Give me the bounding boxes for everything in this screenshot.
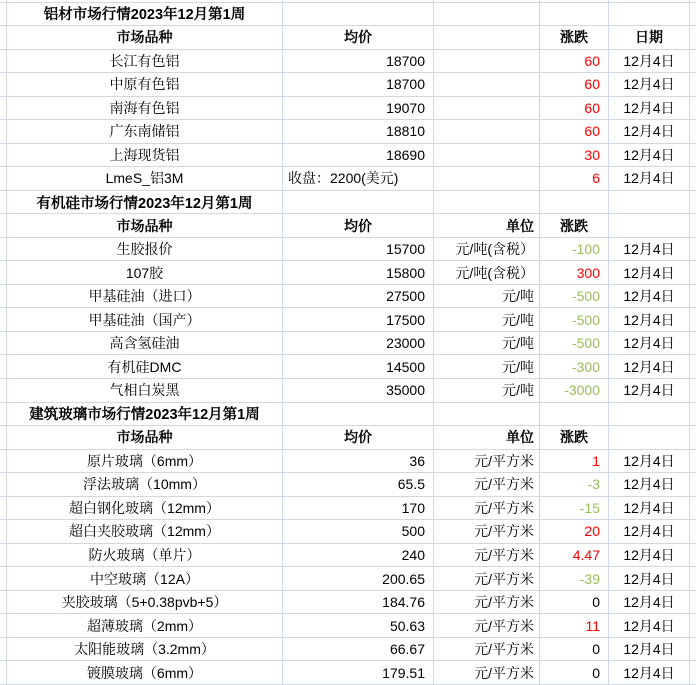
table-row — [0, 50, 696, 74]
cell-price[interactable]: 36 — [283, 450, 434, 474]
cell-unit[interactable]: 元/平方米 — [434, 473, 540, 497]
grid-sliver-cell — [690, 638, 696, 662]
column-header-row — [0, 26, 696, 50]
cell-product[interactable]: 超薄玻璃（2mm） — [7, 614, 283, 638]
grid-sliver-cell — [0, 97, 7, 121]
grid-sliver-cell — [0, 473, 7, 497]
cell-price[interactable]: 15800 — [283, 261, 434, 285]
cell-date[interactable]: 12月4日 — [609, 285, 690, 309]
cell-date[interactable]: 12月4日 — [609, 520, 690, 544]
cell-change[interactable]: 1 — [540, 450, 609, 474]
table-row — [0, 544, 696, 568]
grid-sliver-cell — [0, 497, 7, 521]
cell-date[interactable]: 12月4日 — [609, 567, 690, 591]
cell-change[interactable]: -100 — [540, 238, 609, 262]
cell-product[interactable]: 浮法玻璃（10mm） — [7, 473, 283, 497]
cell-unit[interactable] — [434, 120, 540, 144]
grid-sliver-cell — [690, 214, 696, 238]
empty-cell[interactable] — [540, 191, 609, 215]
cell-date[interactable]: 12月4日 — [609, 661, 690, 685]
cell-change[interactable]: 20 — [540, 520, 609, 544]
section-title-row — [0, 403, 696, 427]
cell-price[interactable]: 19070 — [283, 97, 434, 121]
empty-cell[interactable] — [434, 403, 540, 427]
grid-sliver-cell — [0, 544, 7, 568]
cell-date[interactable]: 12月4日 — [609, 144, 690, 168]
column-header-date[interactable] — [609, 214, 690, 238]
grid-sliver-cell — [690, 120, 696, 144]
cell-change[interactable]: 60 — [540, 97, 609, 121]
grid-sliver-cell — [690, 520, 696, 544]
column-header-price[interactable]: 均价 — [283, 26, 434, 50]
column-header-change[interactable]: 涨跌 — [540, 26, 609, 50]
cell-price[interactable]: 27500 — [283, 285, 434, 309]
cell-product[interactable]: 上海现货铝 — [7, 144, 283, 168]
cell-change[interactable]: 0 — [540, 591, 609, 615]
cell-unit[interactable] — [434, 144, 540, 168]
cell-price[interactable]: 18700 — [283, 50, 434, 74]
cell-product[interactable]: 中空玻璃（12A） — [7, 567, 283, 591]
column-header-product[interactable]: 市场品种 — [7, 214, 283, 238]
cell-unit[interactable] — [434, 73, 540, 97]
column-header-row — [0, 426, 696, 450]
cell-unit[interactable]: 元/吨 — [434, 355, 540, 379]
table-row — [0, 308, 696, 332]
grid-sliver-cell — [690, 167, 696, 191]
cell-price[interactable]: 23000 — [283, 332, 434, 356]
column-header-date[interactable]: 日期 — [609, 26, 690, 50]
cell-change[interactable]: 4.47 — [540, 544, 609, 568]
grid-sliver-cell — [690, 403, 696, 427]
cell-price[interactable]: 240 — [283, 544, 434, 568]
cell-unit[interactable]: 元/吨 — [434, 285, 540, 309]
cell-change[interactable]: 60 — [540, 50, 609, 74]
cell-change[interactable]: -3000 — [540, 379, 609, 403]
column-header-price[interactable]: 均价 — [283, 214, 434, 238]
cell-change[interactable]: -15 — [540, 497, 609, 521]
empty-cell[interactable] — [540, 403, 609, 427]
grid-sliver-cell — [690, 3, 696, 27]
table-row — [0, 97, 696, 121]
grid-sliver-cell — [0, 120, 7, 144]
table-row — [0, 167, 696, 191]
cell-change[interactable]: -39 — [540, 567, 609, 591]
cell-unit[interactable] — [434, 50, 540, 74]
cell-change[interactable]: 6 — [540, 167, 609, 191]
column-header-change[interactable]: 涨跌 — [540, 214, 609, 238]
table-row — [0, 520, 696, 544]
cell-date[interactable]: 12月4日 — [609, 544, 690, 568]
cell-unit[interactable]: 元/吨 — [434, 379, 540, 403]
column-header-date[interactable] — [609, 426, 690, 450]
empty-cell[interactable] — [609, 403, 690, 427]
empty-cell[interactable] — [283, 3, 434, 27]
grid-sliver-cell — [690, 191, 696, 215]
grid-sliver-cell — [0, 403, 7, 427]
cell-price[interactable]: 18700 — [283, 73, 434, 97]
cell-price[interactable]: 收盘：2200(美元) — [283, 167, 434, 191]
grid-sliver-cell — [0, 50, 7, 74]
cell-price[interactable]: 179.51 — [283, 661, 434, 685]
cell-unit[interactable]: 元/吨 — [434, 332, 540, 356]
grid-sliver-cell — [690, 426, 696, 450]
grid-sliver-cell — [690, 544, 696, 568]
cell-product[interactable]: 广东南储铝 — [7, 120, 283, 144]
cell-product[interactable]: 甲基硅油（进口） — [7, 285, 283, 309]
table-row — [0, 567, 696, 591]
cell-unit[interactable]: 元/平方米 — [434, 544, 540, 568]
cell-date[interactable]: 12月4日 — [609, 379, 690, 403]
grid-sliver-cell — [0, 520, 7, 544]
column-header-price[interactable]: 均价 — [283, 426, 434, 450]
section-title-row — [0, 191, 696, 215]
cell-date[interactable]: 12月4日 — [609, 591, 690, 615]
grid-sliver-cell — [0, 285, 7, 309]
table-row — [0, 661, 696, 685]
cell-date[interactable]: 12月4日 — [609, 97, 690, 121]
section-title[interactable]: 有机硅市场行情2023年12月第1周 — [7, 191, 283, 215]
grid-sliver-cell — [690, 355, 696, 379]
table-row — [0, 497, 696, 521]
cell-unit[interactable] — [434, 167, 540, 191]
grid-sliver-cell — [0, 238, 7, 262]
table-row — [0, 285, 696, 309]
column-header-product[interactable]: 市场品种 — [7, 426, 283, 450]
section-title[interactable]: 建筑玻璃市场行情2023年12月第1周 — [7, 403, 283, 427]
grid-sliver-cell — [0, 167, 7, 191]
cell-change[interactable]: 11 — [540, 614, 609, 638]
cell-product[interactable]: 原片玻璃（6mm） — [7, 450, 283, 474]
cell-unit[interactable]: 元/吨(含税） — [434, 261, 540, 285]
grid-sliver-cell — [0, 661, 7, 685]
grid-sliver-cell — [0, 638, 7, 662]
column-header-unit[interactable] — [434, 26, 540, 50]
cell-price[interactable]: 66.67 — [283, 638, 434, 662]
grid-sliver-cell — [0, 614, 7, 638]
cell-unit[interactable]: 元/平方米 — [434, 661, 540, 685]
cell-change[interactable]: -500 — [540, 332, 609, 356]
grid-sliver-cell — [690, 26, 696, 50]
grid-sliver-cell — [690, 308, 696, 332]
cell-change[interactable]: 30 — [540, 144, 609, 168]
cell-date[interactable]: 12月4日 — [609, 308, 690, 332]
column-header-unit[interactable]: 单位 — [434, 214, 540, 238]
cell-product[interactable]: 超白夹胶玻璃（12mm） — [7, 520, 283, 544]
cell-product[interactable]: 长江有色铝 — [7, 50, 283, 74]
cell-change[interactable]: 300 — [540, 261, 609, 285]
grid-sliver-cell — [690, 614, 696, 638]
cell-date[interactable]: 12月4日 — [609, 614, 690, 638]
table-row — [0, 450, 696, 474]
grid-sliver-cell — [0, 3, 7, 27]
cell-product[interactable]: 高含氢硅油 — [7, 332, 283, 356]
section-title[interactable]: 铝材市场行情2023年12月第1周 — [7, 3, 283, 27]
cell-product[interactable]: 镀膜玻璃（6mm） — [7, 661, 283, 685]
cell-price[interactable]: 500 — [283, 520, 434, 544]
grid-sliver-cell — [690, 144, 696, 168]
table-row — [0, 638, 696, 662]
grid-sliver-cell — [0, 261, 7, 285]
grid-sliver-cell — [0, 426, 7, 450]
cell-product[interactable]: LmeS_铝3M — [7, 167, 283, 191]
grid-sliver-cell — [0, 214, 7, 238]
grid-sliver-cell — [0, 379, 7, 403]
grid-sliver-cell — [690, 591, 696, 615]
cell-product[interactable]: 甲基硅油（国产） — [7, 308, 283, 332]
table-row — [0, 238, 696, 262]
grid-sliver-cell — [690, 567, 696, 591]
cell-change[interactable]: 60 — [540, 120, 609, 144]
cell-unit[interactable]: 元/吨(含税） — [434, 238, 540, 262]
grid-sliver-cell — [0, 144, 7, 168]
empty-cell[interactable] — [283, 191, 434, 215]
grid-sliver-cell — [0, 567, 7, 591]
cell-change[interactable]: -500 — [540, 285, 609, 309]
column-header-change[interactable]: 涨跌 — [540, 426, 609, 450]
grid-sliver-cell — [690, 332, 696, 356]
cell-change[interactable]: 0 — [540, 638, 609, 662]
table-row — [0, 73, 696, 97]
cell-unit[interactable]: 元/平方米 — [434, 614, 540, 638]
column-header-row — [0, 214, 696, 238]
cell-change[interactable]: -500 — [540, 308, 609, 332]
cell-change[interactable]: 0 — [540, 661, 609, 685]
table-row — [0, 379, 696, 403]
cell-date[interactable]: 12月4日 — [609, 473, 690, 497]
cell-price[interactable]: 18810 — [283, 120, 434, 144]
cell-unit[interactable]: 元/平方米 — [434, 450, 540, 474]
table-row — [0, 332, 696, 356]
cell-unit[interactable]: 元/平方米 — [434, 520, 540, 544]
cell-price[interactable]: 200.65 — [283, 567, 434, 591]
cell-change[interactable]: -300 — [540, 355, 609, 379]
cell-date[interactable]: 12月4日 — [609, 120, 690, 144]
cell-change[interactable]: 60 — [540, 73, 609, 97]
cell-date[interactable]: 12月4日 — [609, 355, 690, 379]
cell-change[interactable]: -3 — [540, 473, 609, 497]
table-row — [0, 144, 696, 168]
table-row — [0, 261, 696, 285]
empty-cell[interactable] — [283, 403, 434, 427]
cell-date[interactable]: 12月4日 — [609, 73, 690, 97]
grid-sliver-cell — [690, 50, 696, 74]
grid-sliver-cell — [0, 191, 7, 215]
cell-product[interactable]: 太阳能玻璃（3.2mm） — [7, 638, 283, 662]
cell-product[interactable]: 有机硅DMC — [7, 355, 283, 379]
grid-sliver-cell — [690, 73, 696, 97]
grid-sliver-cell — [690, 473, 696, 497]
empty-cell[interactable] — [540, 3, 609, 27]
grid-sliver-cell — [690, 661, 696, 685]
grid-sliver-cell — [0, 450, 7, 474]
cell-price[interactable]: 170 — [283, 497, 434, 521]
grid-sliver-cell — [690, 261, 696, 285]
cell-price[interactable]: 50.63 — [283, 614, 434, 638]
grid-sliver-cell — [690, 238, 696, 262]
table-row — [0, 473, 696, 497]
cell-price[interactable]: 15700 — [283, 238, 434, 262]
grid-sliver-cell — [0, 591, 7, 615]
cell-unit[interactable] — [434, 97, 540, 121]
grid-sliver-cell — [690, 450, 696, 474]
empty-cell[interactable] — [434, 3, 540, 27]
table-row — [0, 355, 696, 379]
cell-price[interactable]: 14500 — [283, 355, 434, 379]
cell-date[interactable]: 12月4日 — [609, 638, 690, 662]
cell-date[interactable]: 12月4日 — [609, 50, 690, 74]
empty-cell[interactable] — [609, 3, 690, 27]
cell-product[interactable]: 超白钢化玻璃（12mm） — [7, 497, 283, 521]
grid-sliver-cell — [0, 308, 7, 332]
cell-date[interactable]: 12月4日 — [609, 167, 690, 191]
cell-product[interactable]: 中原有色铝 — [7, 73, 283, 97]
grid-sliver-cell — [0, 355, 7, 379]
cell-date[interactable]: 12月4日 — [609, 497, 690, 521]
cell-unit[interactable]: 元/平方米 — [434, 591, 540, 615]
grid-sliver-cell — [690, 285, 696, 309]
cell-product[interactable]: 107胶 — [7, 261, 283, 285]
grid-sliver-cell — [0, 73, 7, 97]
section-title-row — [0, 3, 696, 27]
cell-price[interactable]: 65.5 — [283, 473, 434, 497]
grid-sliver-cell — [690, 379, 696, 403]
column-header-unit[interactable]: 单位 — [434, 426, 540, 450]
cell-product[interactable]: 夹胶玻璃（5+0.38pvb+5） — [7, 591, 283, 615]
table-row — [0, 120, 696, 144]
cell-unit[interactable]: 元/吨 — [434, 308, 540, 332]
empty-cell[interactable] — [434, 191, 540, 215]
cell-product[interactable]: 气相白炭黑 — [7, 379, 283, 403]
cell-product[interactable]: 生胶报价 — [7, 238, 283, 262]
cell-unit[interactable]: 元/平方米 — [434, 638, 540, 662]
grid-sliver-cell — [690, 497, 696, 521]
cell-product[interactable]: 防火玻璃（单片） — [7, 544, 283, 568]
cell-date[interactable]: 12月4日 — [609, 332, 690, 356]
cell-date[interactable]: 12月4日 — [609, 238, 690, 262]
cell-unit[interactable]: 元/平方米 — [434, 497, 540, 521]
cell-date[interactable]: 12月4日 — [609, 450, 690, 474]
column-header-product[interactable]: 市场品种 — [7, 26, 283, 50]
grid-sliver-cell — [0, 332, 7, 356]
cell-price[interactable]: 35000 — [283, 379, 434, 403]
table-row — [0, 591, 696, 615]
grid-sliver-cell — [690, 97, 696, 121]
empty-cell[interactable] — [609, 191, 690, 215]
grid-sliver-cell — [0, 26, 7, 50]
cell-unit[interactable]: 元/平方米 — [434, 567, 540, 591]
cell-price[interactable]: 18690 — [283, 144, 434, 168]
cell-product[interactable]: 南海有色铝 — [7, 97, 283, 121]
cell-price[interactable]: 17500 — [283, 308, 434, 332]
cell-price[interactable]: 184.76 — [283, 591, 434, 615]
cell-date[interactable]: 12月4日 — [609, 261, 690, 285]
table-row — [0, 614, 696, 638]
